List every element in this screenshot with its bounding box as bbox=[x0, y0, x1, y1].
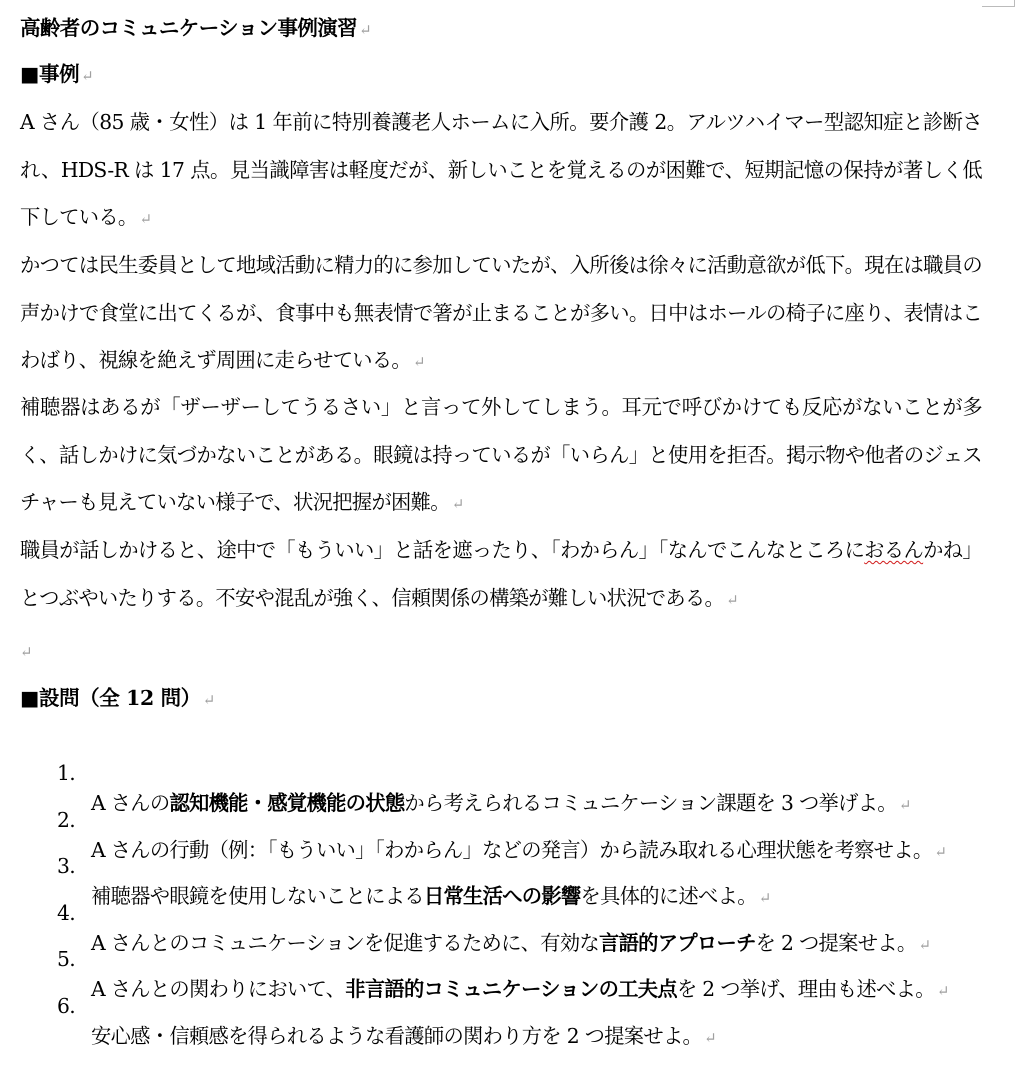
question-text: 安心感・信頼感を得られるような看護師の関わり方を 2 つ提案せよ。 ↵ bbox=[91, 1023, 717, 1048]
question-list bbox=[20, 728, 949, 1048]
paragraph-mark-icon: ↵ bbox=[20, 643, 33, 661]
spellcheck-underline[interactable]: おるん bbox=[864, 538, 924, 562]
question-text: A さんとの関わりにおいて、非言語的コミュニケーションの工夫点を 2 つ挙げ、理由も述べよ。 ↵ bbox=[91, 977, 949, 1002]
question-text: A さんの認知機能・感覚機能の状態から考えられるコミュニケーション課題を 3 つ挙げよ。 ↵ bbox=[91, 791, 911, 815]
paragraph-mark-icon: ↵ bbox=[202, 691, 215, 709]
paragraph-mark-icon: ↵ bbox=[451, 495, 464, 513]
empty-paragraph bbox=[20, 638, 33, 664]
question-number: 1. bbox=[57, 761, 75, 785]
paragraph-mark-icon: ↵ bbox=[359, 21, 372, 39]
question-number: 5. bbox=[57, 947, 75, 972]
case-paragraph-3: 補聴器はあるが「ザーザーしてうるさい」と言って外してしまう。耳元で呼びかけても反応がないことが多く、話しかけに気づかないことがある。眼鏡は持っているが「いらん」と使用を拒否。掲示物や他者のジェスチャーも見えていない様子で、状況把握が困難。 ↵ bbox=[20, 395, 982, 514]
paragraph-mark-icon: ↵ bbox=[413, 353, 425, 371]
list-item bbox=[20, 728, 911, 815]
paragraph-mark-icon: ↵ bbox=[726, 590, 738, 609]
paragraph-mark-icon: ↵ bbox=[936, 982, 949, 1001]
paragraph-mark-icon: ↵ bbox=[81, 67, 94, 85]
questions-heading: ■設問（全 12 問） ↵ bbox=[20, 686, 215, 710]
case-paragraph-1: A さん（85 歳・女性）は 1 年前に特別養護老人ホームに入所。要介護 2。アルツハイマー型認知症と診断され、HDS-R は 17 点。見当識障害は軽度だが、新しいことを覚えるのが困難で、短期記憶の保持が著しく低下している。 ↵ bbox=[20, 110, 982, 229]
question-number: 6. bbox=[57, 993, 75, 1018]
question-number: 4. bbox=[57, 900, 75, 925]
case-heading: ■事例 ↵ bbox=[20, 62, 94, 86]
question-number: 2. bbox=[57, 807, 75, 832]
case-paragraph-4: 職員が話しかけると、途中で「もういい」と話を遮ったり、「わからん」「なんでこんなところにおるんかね」とつぶやいたりする。不安や混乱が強く、信頼関係の構築が難しい状況である。 ↵ bbox=[20, 538, 982, 610]
document-title: 高齢者のコミュニケーション事例演習 ↵ bbox=[20, 16, 372, 40]
question-text: 補聴器や眼鏡を使用しないことによる日常生活への影響を具体的に述べよ。 ↵ bbox=[91, 884, 771, 909]
paragraph-mark-icon: ↵ bbox=[898, 796, 911, 814]
paragraph-mark-icon: ↵ bbox=[758, 889, 771, 908]
paragraph-mark-icon: ↵ bbox=[934, 842, 947, 861]
paragraph-mark-icon: ↵ bbox=[139, 210, 152, 228]
question-text: A さんの行動（例：「もういい」「わからん」などの発言）から読み取れる心理状態を考察せよ。 ↵ bbox=[91, 837, 947, 862]
question-number: 3. bbox=[57, 854, 75, 879]
paragraph-mark-icon: ↵ bbox=[918, 935, 931, 954]
paragraph-mark-icon: ↵ bbox=[704, 1028, 717, 1047]
case-paragraph-2: かつては民生委員として地域活動に精力的に参加していたが、入所後は徐々に活動意欲が低下。現在は職員の声かけで食堂に出てくるが、食事中も無表情で箸が止まることが多い。日中はホールの椅子に座り、表情はこわばり、視線を絶えず周囲に走らせている。 ↵ bbox=[20, 253, 983, 372]
question-text: A さんとのコミュニケーションを促進するために、有効な言語的アプローチを 2 つ提案せよ。 ↵ bbox=[91, 930, 931, 955]
page-corner-mark bbox=[982, 0, 1015, 7]
